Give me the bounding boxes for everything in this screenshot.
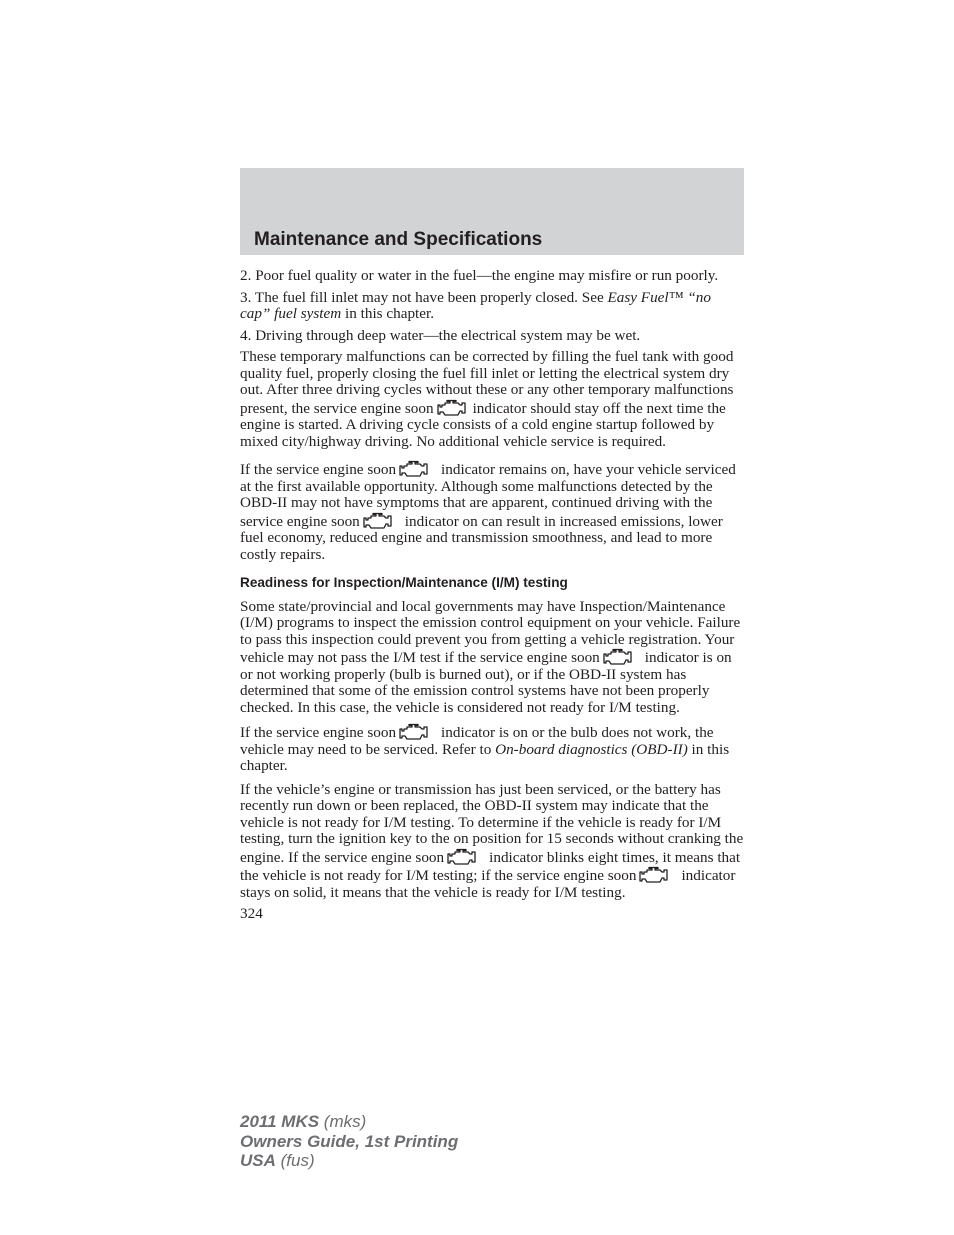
page-number: 324 xyxy=(240,905,263,922)
footer-model-line: 2011 MKS (mks) xyxy=(240,1112,367,1131)
paragraph: If the service engine soon indicator is on or the bulb does not work, the vehicle may need to be serviced. Refer to On-board diagnostics (OBD-II) in this chapter. xyxy=(240,724,730,774)
section-header-band xyxy=(240,168,744,255)
footer-market-line: USA (fus) xyxy=(240,1151,315,1170)
paragraph: If the service engine soon indicator remains on, have your vehicle serviced at the first available opportunity. Although some malfunctions detected by the OBD-II may not have symptoms that are apparent, continued driving with the service engine soon indicator on can result in increased emissions, lower fuel economy, reduced engine and transmission smoothness, and lead to more costly repairs. xyxy=(240,461,736,563)
check-engine-icon xyxy=(603,648,633,666)
check-engine-icon xyxy=(363,512,393,530)
list-item-3: 3. The fuel fill inlet may not have been properly closed. See Easy Fuel™ “no cap” fuel system in this chapter. xyxy=(240,288,711,322)
check-engine-icon xyxy=(399,723,429,741)
paragraph: If the vehicle’s engine or transmission has just been serviced, or the battery has recently run down or been replaced, the OBD-II system may indicate that the vehicle is not ready for I/M testing. To determine if the vehicle is ready for I/M testing, turn the ignition key to the on position for 15 seconds without cranking the engine. If the service engine soon indicator blinks eight times, it means that the vehicle is not ready for I/M testing; if the service engine soon indicator stays on solid, it means that the vehicle is ready for I/M testing. xyxy=(240,780,744,901)
paragraph: These temporary malfunctions can be corrected by filling the fuel tank with good quality fuel, properly closing the fuel fill inlet or letting the electrical system dry out. After three driving cycles without these or any other temporary malfunctions present, the service engine soon indicator should stay off the next time the engine is started. A driving cycle consists of a cold engine startup followed by mixed city/highway driving. No additional vehicle service is required. xyxy=(240,348,734,450)
paragraph: Some state/provincial and local governments may have Inspection/Maintenance (I/M) programs to inspect the emission control equipment on your vehicle. Failure to pass this inspection could prevent you from getting a vehicle registration. Your vehicle may not pass the I/M test if the service engine soon indicator is on or not working properly (bulb is burned out), or if the OBD-II system has determined that some of the emission control systems have not been properly checked. In this case, the vehicle is considered not ready for I/M testing. xyxy=(240,597,741,716)
check-engine-icon xyxy=(437,399,467,417)
cross-reference: On-board diagnostics (OBD-II) xyxy=(495,740,688,758)
check-engine-icon xyxy=(447,848,477,866)
subheading: Readiness for Inspection/Maintenance (I/M) testing xyxy=(240,575,568,590)
check-engine-icon xyxy=(639,866,669,884)
cross-reference: Easy Fuel™ “no cap” fuel system xyxy=(240,288,711,322)
list-item-4: 4. Driving through deep water—the electrical system may be wet. xyxy=(240,326,641,344)
check-engine-icon xyxy=(399,460,429,478)
footer xyxy=(240,1112,458,1171)
footer-guide-line: Owners Guide, 1st Printing xyxy=(240,1131,459,1151)
list-item-2: 2. Poor fuel quality or water in the fuel—the engine may misfire or run poorly. xyxy=(240,267,719,284)
section-title: Maintenance and Specifications xyxy=(254,229,543,250)
page-body xyxy=(240,268,744,923)
